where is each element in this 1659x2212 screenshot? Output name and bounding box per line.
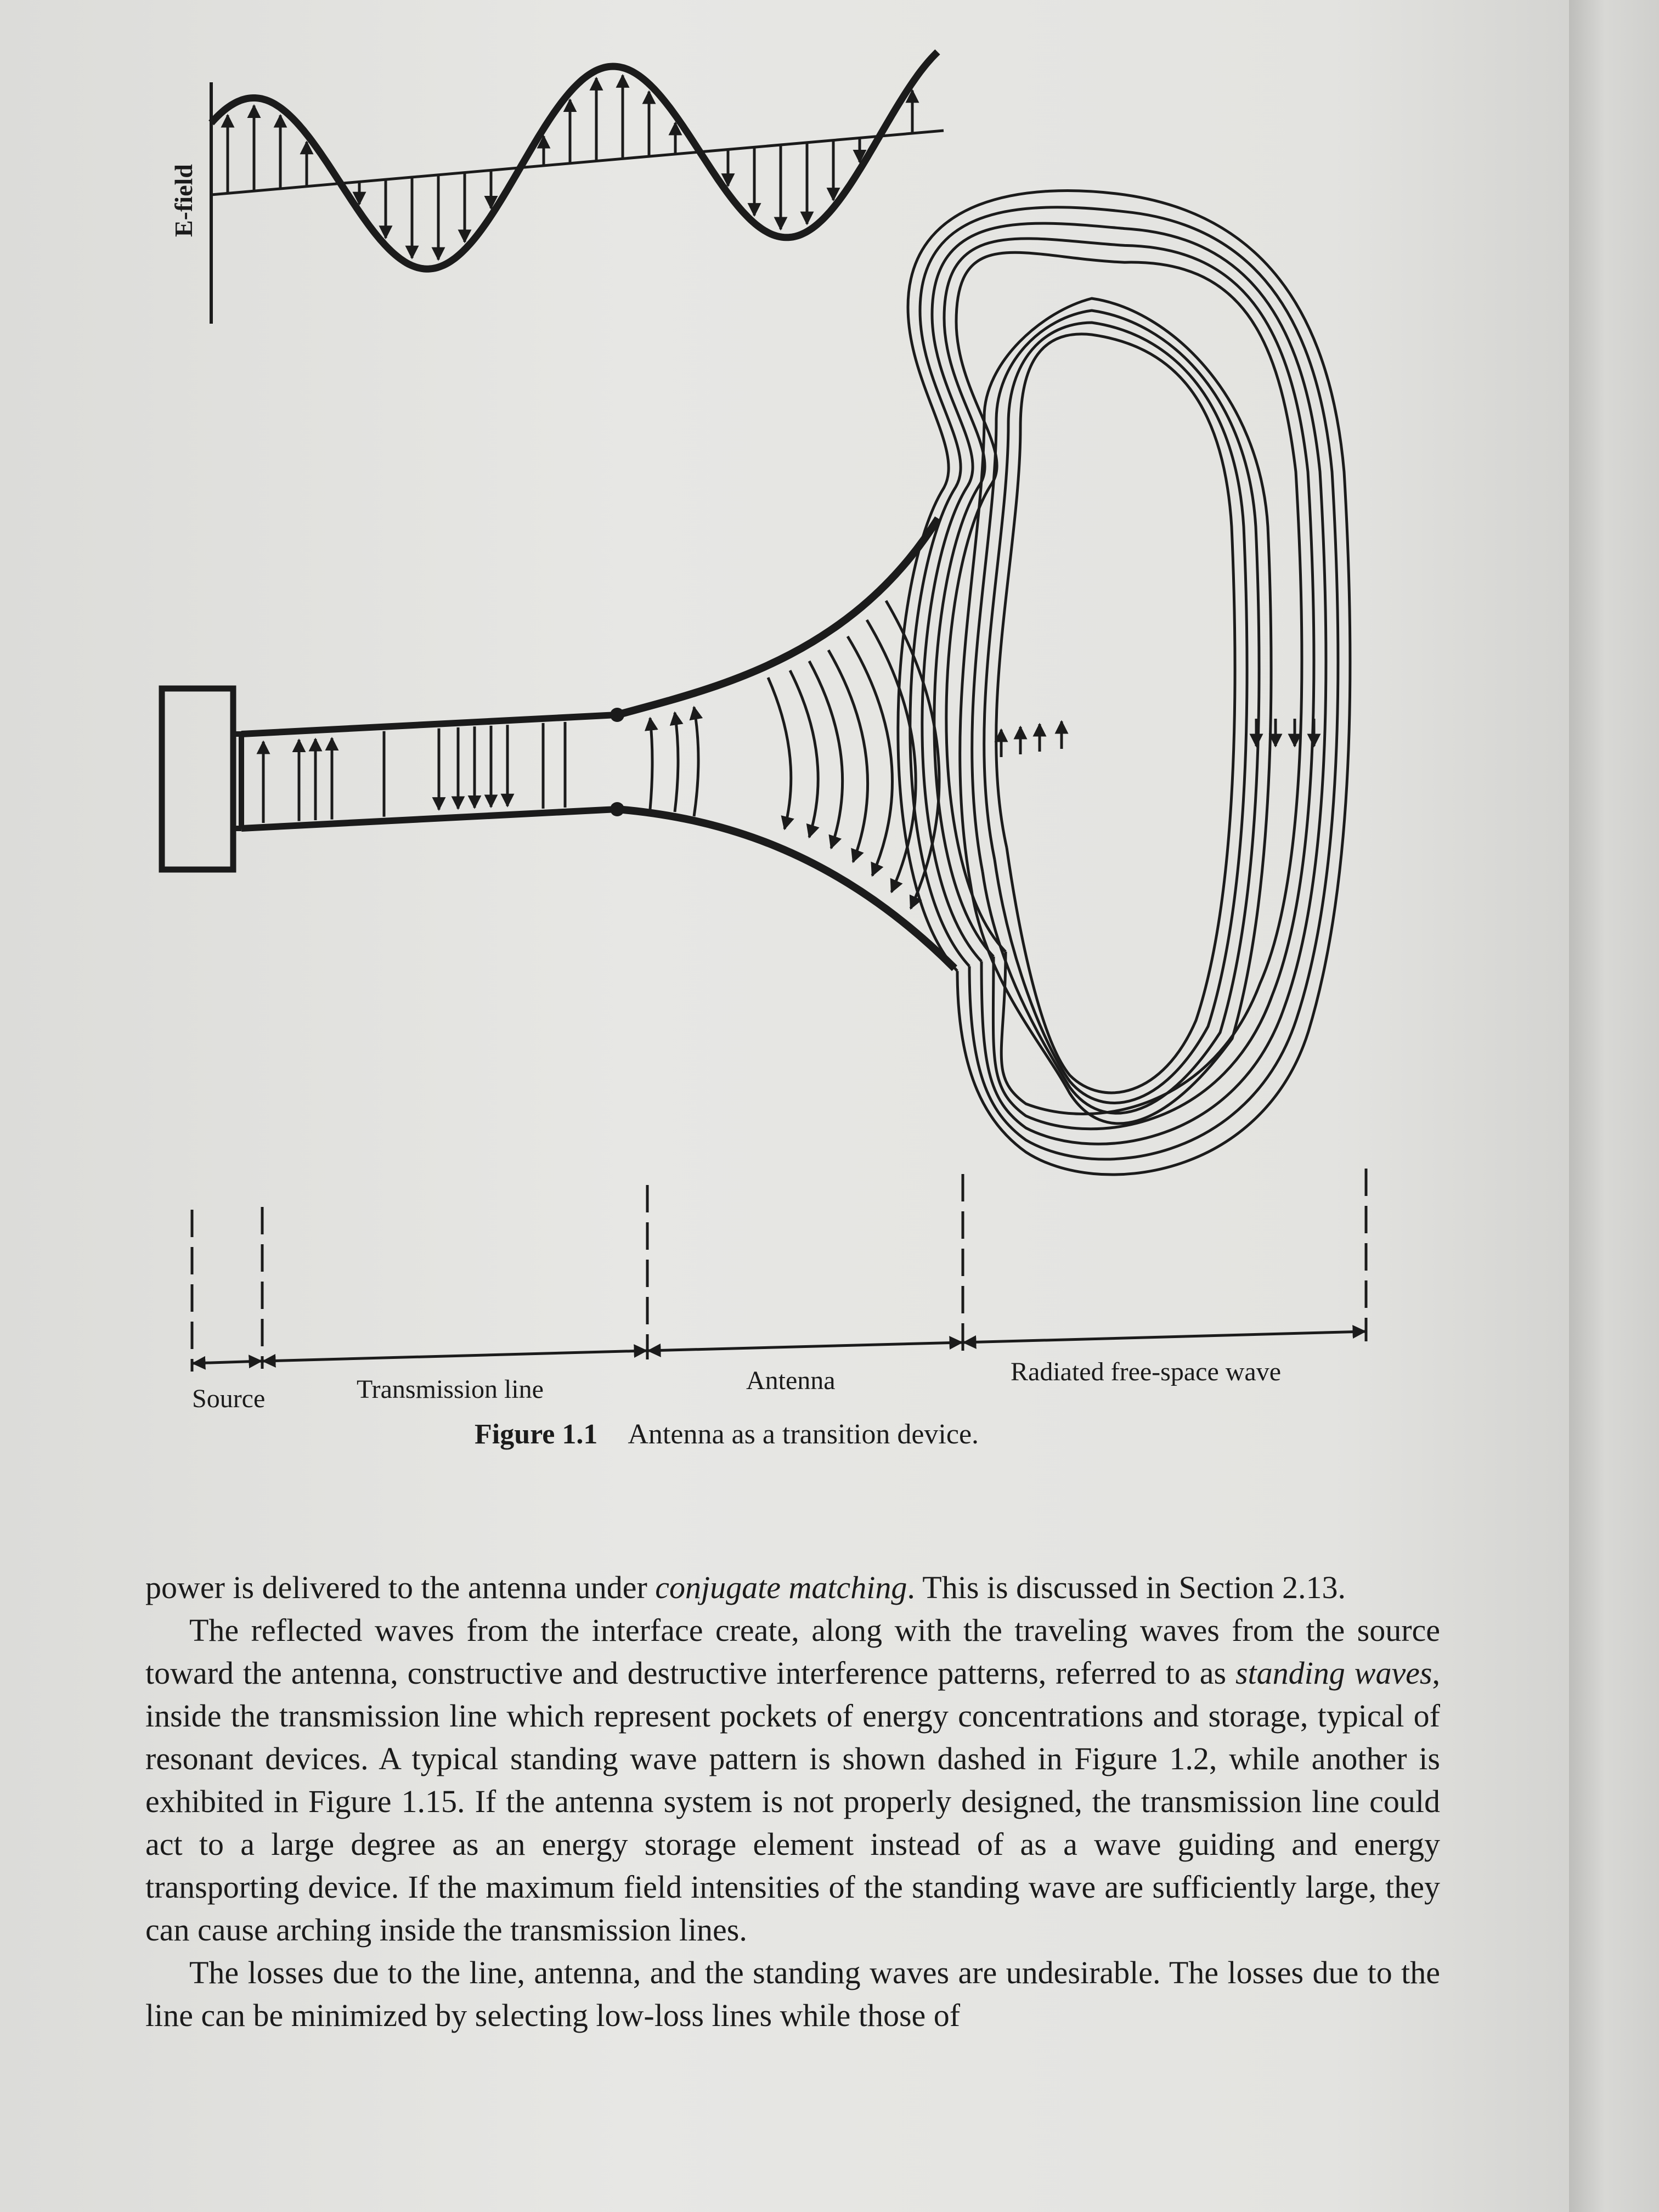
radiated-loop-inner — [972, 311, 1259, 1113]
paragraph-2: The reflected waves from the interface create, along with the traveling waves from the source toward the antenna, constructive and destructive interference patterns, referred to as standing waves, inside the transmission line which represent pockets of energy concentrations and storage, typical of resonant devices. A typical standing wave pattern is shown dashed in Figure 1.2, while another is exhibited in Figure 1.15. If the antenna system is not properly designed, the transmission line could act to a large degree as an energy storage element instead of as a wave guiding and energy transporting device. If the maximum field intensities of the standing wave are sufficiently large, they can cause arching inside the transmission lines. — [145, 1612, 1440, 1948]
transmission-line-field-arrows — [263, 722, 565, 823]
field-arc — [694, 707, 698, 816]
antenna-field-arcs — [650, 601, 939, 909]
radiated-loop-outer — [934, 239, 1314, 1129]
source-box — [162, 689, 233, 870]
region-markers — [192, 1169, 1366, 1372]
field-arc — [790, 670, 818, 837]
figure-caption-text: Antenna as a transition device. — [628, 1419, 979, 1450]
field-arc — [828, 650, 868, 862]
field-arc — [650, 718, 652, 809]
radiated-field-arrows — [1001, 719, 1314, 757]
radiated-loop-inner — [984, 323, 1247, 1103]
label-transmission-line: Transmission line — [357, 1375, 544, 1404]
transmission-line-top — [241, 715, 617, 734]
radiated-loop-inner — [960, 298, 1271, 1124]
paragraph-1: power is delivered to the antenna under conjugate matching. This is discussed in Section 2.13. — [145, 1570, 1346, 1605]
field-arc — [675, 713, 678, 812]
e-field-sine-wave — [211, 52, 938, 269]
e-field-label: E-field — [170, 164, 198, 237]
field-arc — [768, 678, 791, 829]
label-source: Source — [192, 1384, 266, 1413]
label-antenna: Antenna — [746, 1366, 836, 1395]
body-text — [145, 1566, 1440, 2037]
radiated-wave-loops — [898, 190, 1350, 1175]
figure-number: Figure 1.1 — [475, 1419, 598, 1450]
label-radiated-wave: Radiated free-space wave — [1011, 1357, 1282, 1386]
radiated-loop-outer — [898, 190, 1350, 1175]
field-arc — [848, 636, 892, 876]
sine-curve — [211, 52, 938, 269]
radiated-loop-inner — [996, 334, 1235, 1093]
radiated-loop-outer — [922, 223, 1326, 1144]
radiated-loop-outer — [946, 252, 1302, 1114]
antenna-flare-top — [617, 518, 938, 715]
figure-caption — [475, 1418, 979, 1451]
paragraph-3: The losses due to the line, antenna, and the standing waves are undesirable. The losses due to the line can be minimized by selecting low-loss lines while those of — [145, 1955, 1440, 2033]
